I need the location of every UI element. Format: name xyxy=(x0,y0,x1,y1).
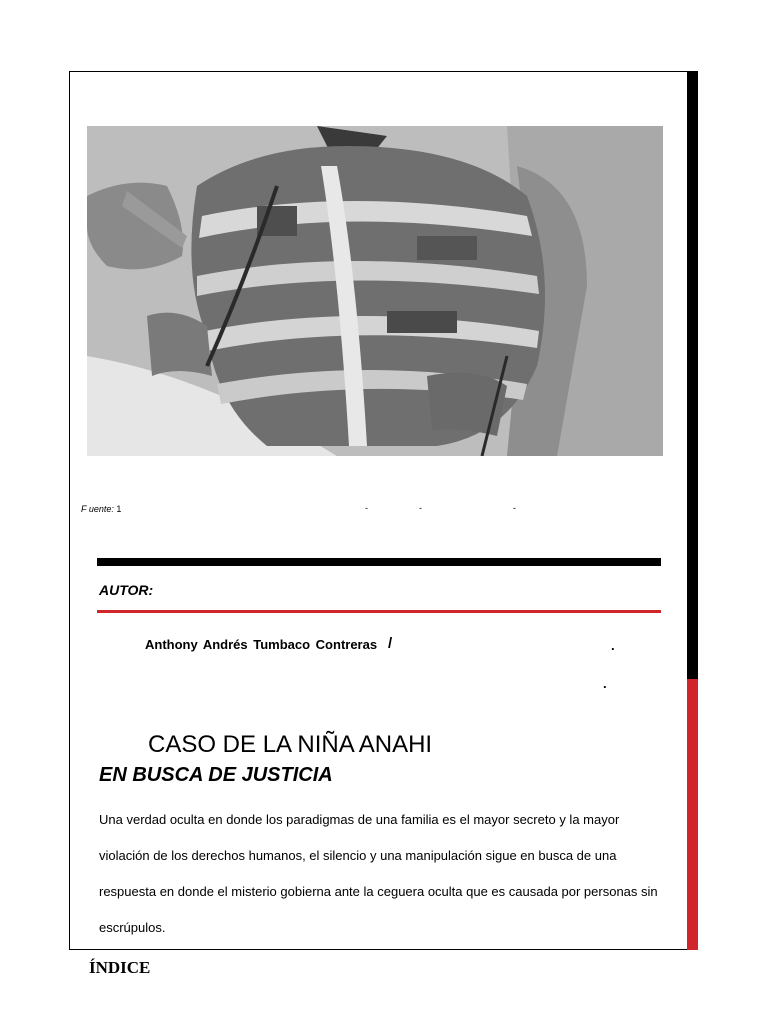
cover-photo xyxy=(87,126,663,456)
caption-dash: - xyxy=(513,503,516,513)
article-subtitle: EN BUSCA DE JUSTICIA xyxy=(99,764,333,786)
figure-caption-label: F uente: xyxy=(81,504,114,514)
side-bar-red xyxy=(687,679,698,950)
caption-dash: - xyxy=(419,503,422,513)
figure-caption-number: 1 xyxy=(116,504,122,514)
caption-dash: - xyxy=(365,503,368,513)
section-divider-black xyxy=(97,558,661,566)
section-divider-red xyxy=(97,610,661,613)
article-title: CASO DE LA NIÑA ANAHI xyxy=(148,731,433,758)
author-dot: . xyxy=(603,676,607,691)
author-name: Anthony Andrés Tumbaco Contreras xyxy=(145,637,378,652)
author-separator: / xyxy=(388,635,393,652)
author-dot: . xyxy=(611,638,615,653)
index-heading: ÍNDICE xyxy=(89,958,151,977)
author-label: AUTOR: xyxy=(99,582,154,598)
side-bar-black xyxy=(687,71,698,679)
figure-caption xyxy=(81,504,121,514)
article-summary: Una verdad oculta en donde los paradigmas de una familia es el mayor secreto y la mayor violación de los derechos humanos, el silencio y una manipulación sigue en busca de una respuesta en donde el misterio gobierna ante la ceguera oculta que es causada por personas sin escrúpulos. xyxy=(99,812,658,935)
